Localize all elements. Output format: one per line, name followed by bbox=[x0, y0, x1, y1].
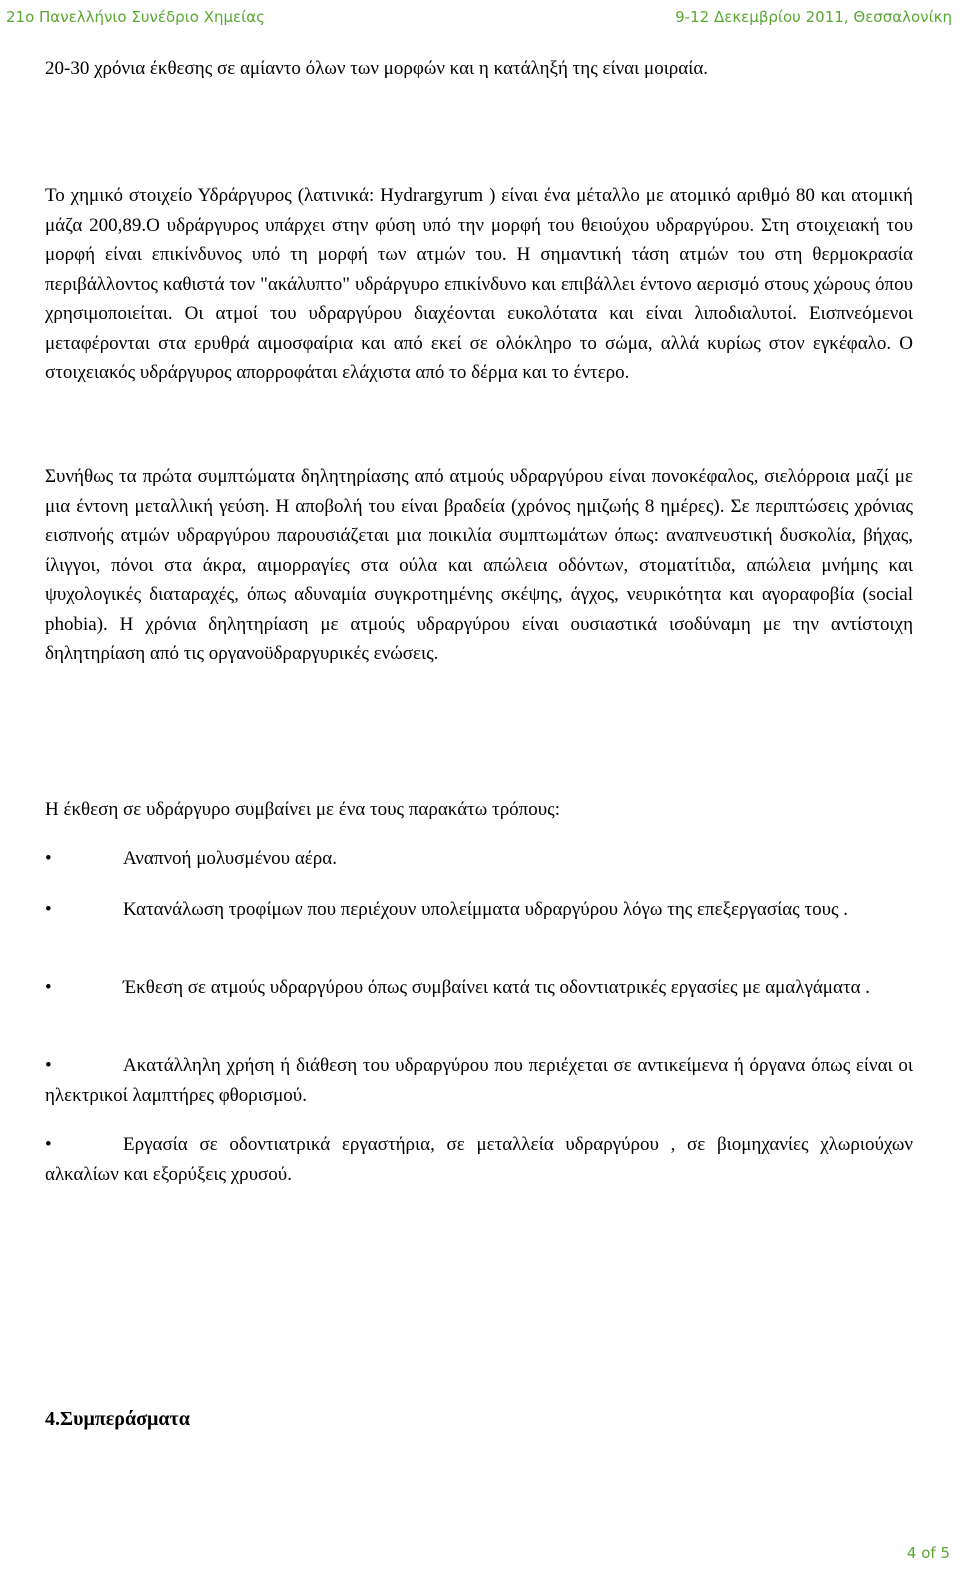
list-item-bullet-4 bbox=[45, 1051, 913, 1110]
header-conference-title: 21ο Πανελλήνιο Συνέδριο Χημείας bbox=[6, 8, 265, 26]
page-number: 4 of 5 bbox=[906, 1544, 950, 1562]
paragraph-asbestos: 20-30 χρόνια έκθεσης σε αμίαντο όλων των μορφών και η κατάληξή της είναι μοιραία. bbox=[45, 58, 709, 79]
list-item-bullet-3 bbox=[45, 973, 913, 1003]
list-item-text: Αναπνοή μολυσμένου αέρα. bbox=[123, 848, 337, 869]
header-conference-date: 9-12 Δεκεμβρίου 2011, Θεσσαλονίκη bbox=[675, 8, 952, 26]
list-item-text: Εργασία σε οδοντιατρικά εργαστήρια, σε μεταλλεία υδραργύρου , σε βιομηχανίες χλωριούχων αλκαλίων και εξορύξεις χρυσού. bbox=[45, 1134, 913, 1185]
list-item-text: Κατανάλωση τροφίμων που περιέχουν υπολείμματα υδραργύρου λόγω της επεξεργασίας τους . bbox=[123, 899, 849, 920]
bullet-icon: • bbox=[45, 1134, 52, 1155]
bullet-icon: • bbox=[45, 977, 52, 998]
paragraph-mercury-properties: Το χημικό στοιχείο Υδράργυρος (λατινικά: Hydrargyrum ) είναι ένα μέταλλο με ατομικό αριθμό 80 και ατομική μάζα 200,89.Ο υδράργυρος υπάρχει στην φύση υπό την μορφή του θειούχου υδραργύρου. Στη στοιχειακή του μορφή είναι επικίνδυνος υπό τη μορφή των ατμών του. Η σημαντική τάση ατμών του στη θερμοκρασία περιβάλλοντος καθιστά τον "ακάλυπτο" υδράργυρο επικίνδυνο και επιβάλλει έντονο αερισμό στους χώρους όπου χρησιμοποιείται. Οι ατμοί του υδραργύρου διαχέονται ευκολότατα και είναι λιποδιαλυτοί. Εισπνεόμενοι μεταφέρονται στα ερυθρά αιμοσφαίρια και από εκεί σε ολόκληρο το σώμα, αλλά κυρίως στον εγκέφαλο. Ο στοιχειακός υδράργυρος απορροφάται ελάχιστα από το δέρμα και το έντερο. bbox=[45, 185, 913, 383]
paragraph-symptoms: Συνήθως τα πρώτα συμπτώματα δηλητηρίασης από ατμούς υδραργύρου είναι πονοκέφαλος, σιελόρροια μαζί με μια έντονη μεταλλική γεύση. Η αποβολή του είναι βραδεία (χρόνος ημιζωής 8 ημέρες). Σε περιπτώσεις χρόνιας εισπνοής ατμών υδραργύρου παρουσιάζεται μια ποικιλία συμπτωμάτων όπως: αναπνευστική δυσκολία, βήχας, ίλιγγοι, πόνοι στα άκρα, αιμορραγίες στα ούλα και απώλεια οδόντων, στοματίτιδα, απώλεια μνήμης και ψυχολογικές διαταραχές, όπως αδυναμία συγκροτημένης σκέψης, άγχος, νευρικότητα και αγοραφοβία (social phobia). Η χρόνια δηλητηρίαση με ατμούς υδραργύρου είναι ουσιαστικά ισοδύναμη με την αντίστοιχη δηλητηρίαση από τις οργανοϋδραργυρικές ενώσεις. bbox=[45, 466, 913, 664]
bullet-icon: • bbox=[45, 1055, 52, 1076]
bullet-icon: • bbox=[45, 848, 52, 869]
list-item-bullet-1 bbox=[45, 844, 913, 874]
list-item-text: Έκθεση σε ατμούς υδραργύρου όπως συμβαίνει κατά τις οδοντιατρικές εργασίες με αμαλγάματα . bbox=[123, 977, 871, 998]
list-item-bullet-2 bbox=[45, 895, 913, 925]
page-header bbox=[0, 0, 960, 34]
section-title-conclusions: 4.Συμπεράσματα bbox=[45, 1408, 190, 1430]
paragraph-exposure-intro: Η έκθεση σε υδράργυρο συμβαίνει με ένα τους παρακάτω τρόπους: bbox=[45, 799, 560, 820]
bullet-icon: • bbox=[45, 899, 52, 920]
list-item-bullet-5 bbox=[45, 1130, 913, 1189]
list-item-text: Ακατάλληλη χρήση ή διάθεση του υδραργύρου που περιέχεται σε αντικείμενα ή όργανα όπως είναι οι ηλεκτρικοί λαμπτήρες φθορισμού. bbox=[45, 1055, 913, 1106]
